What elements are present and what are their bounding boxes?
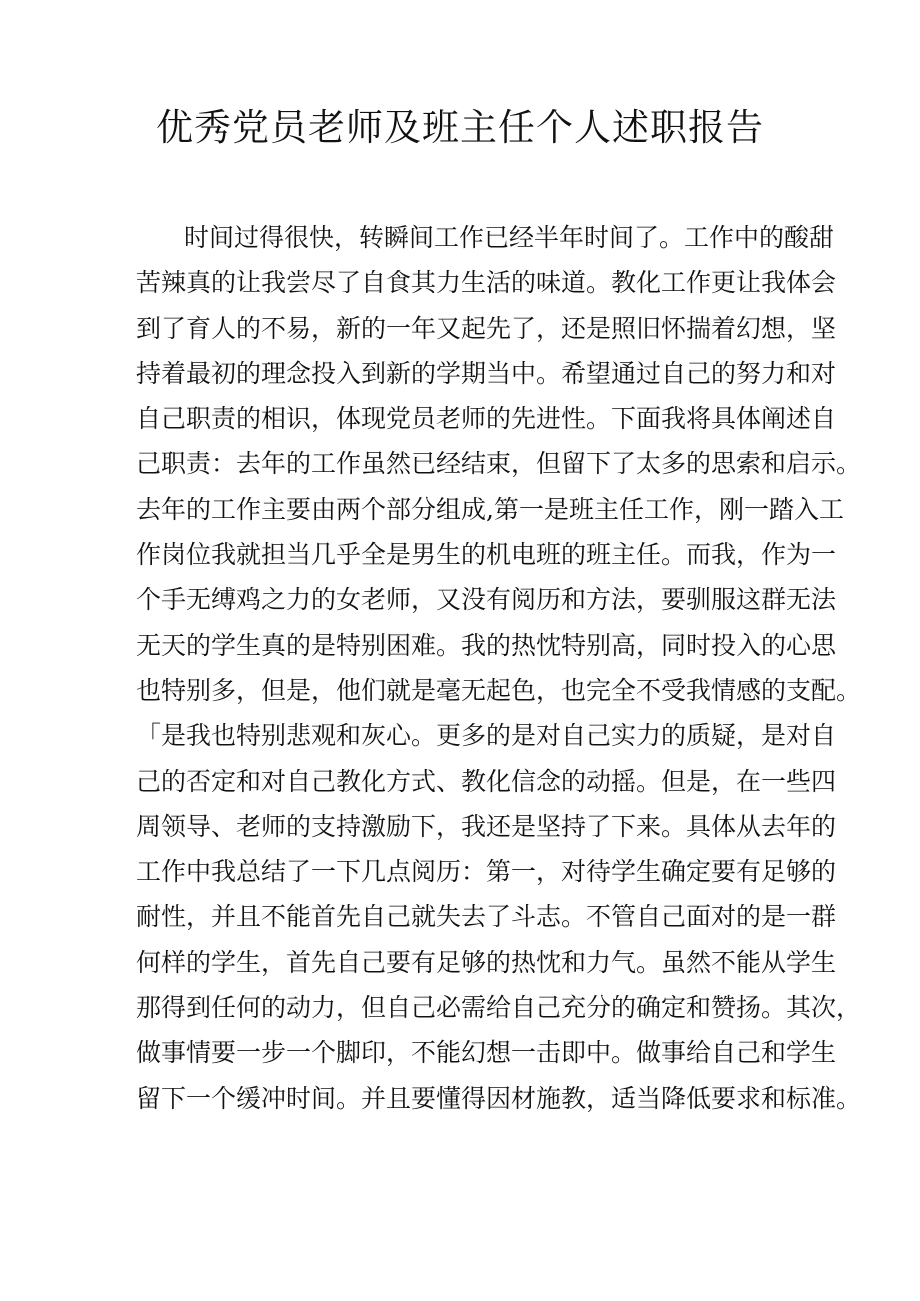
- body-line: 作岗位我就担当几乎全是男生的机电班的班主任。而我，作为一: [136, 540, 837, 570]
- body-line: 到了育人的不易，新的一年又起先了，还是照旧怀揣着幻想，坚: [136, 313, 837, 343]
- body-line: 留下一个缓冲时间。并且要懂得因材施教，适当降低要求和标准。: [136, 1083, 862, 1113]
- body-line: 那得到任何的动力，但自己必需给自己充分的确定和赞扬。其次，: [136, 993, 862, 1023]
- body-line: 也特别多，但是，他们就是毫无起色，也完全不受我情感的支配。: [136, 675, 862, 705]
- body-line: 耐性，并且不能首先自己就失去了斗志。不管自己面对的是一群: [136, 902, 837, 932]
- body-line: 己职责：去年的工作虽然已经结束，但留下了太多的思索和启示。: [136, 449, 862, 479]
- body-line: 时间过得很快，转瞬间工作已经半年时间了。工作中的酸甜: [184, 223, 835, 252]
- document-title: 优秀党员老师及班主任个人述职报告: [156, 106, 764, 149]
- body-line: 个手无缚鸡之力的女老师，又没有阅历和方法，要驯服这群无法: [136, 585, 837, 615]
- body-line: 己的否定和对自己教化方式、教化信念的动摇。但是，在一些四: [136, 766, 837, 796]
- body-line: 何样的学生，首先自己要有足够的热忱和力气。虽然不能从学生: [136, 947, 837, 977]
- body-line: 做事情要一步一个脚印，不能幻想一击即中。做事给自己和学生: [136, 1038, 837, 1068]
- body-line: 苦辣真的让我尝尽了自食其力生活的味道。教化工作更让我体会: [136, 268, 837, 298]
- body-line: 持着最初的理念投入到新的学期当中。希望通过自己的努力和对: [136, 358, 837, 388]
- body-line: 无天的学生真的是特别困难。我的热忱特别高，同时投入的心思: [136, 630, 837, 660]
- body-line: 去年的工作主要由两个部分组成,第一是班主任工作，刚一踏入工: [136, 494, 844, 524]
- document-body: [136, 215, 862, 1121]
- body-line: 工作中我总结了一下几点阅历：第一，对待学生确定要有足够的: [136, 857, 837, 887]
- body-line: 自己职责的相识，体现党员老师的先进性。下面我将具体阐述自: [136, 404, 837, 434]
- body-line: 「是我也特别悲观和灰心。更多的是对自己实力的质疑，是对自: [136, 721, 837, 751]
- body-line: 周领导、老师的支持激励下，我还是坚持了下来。具体从去年的: [136, 811, 837, 841]
